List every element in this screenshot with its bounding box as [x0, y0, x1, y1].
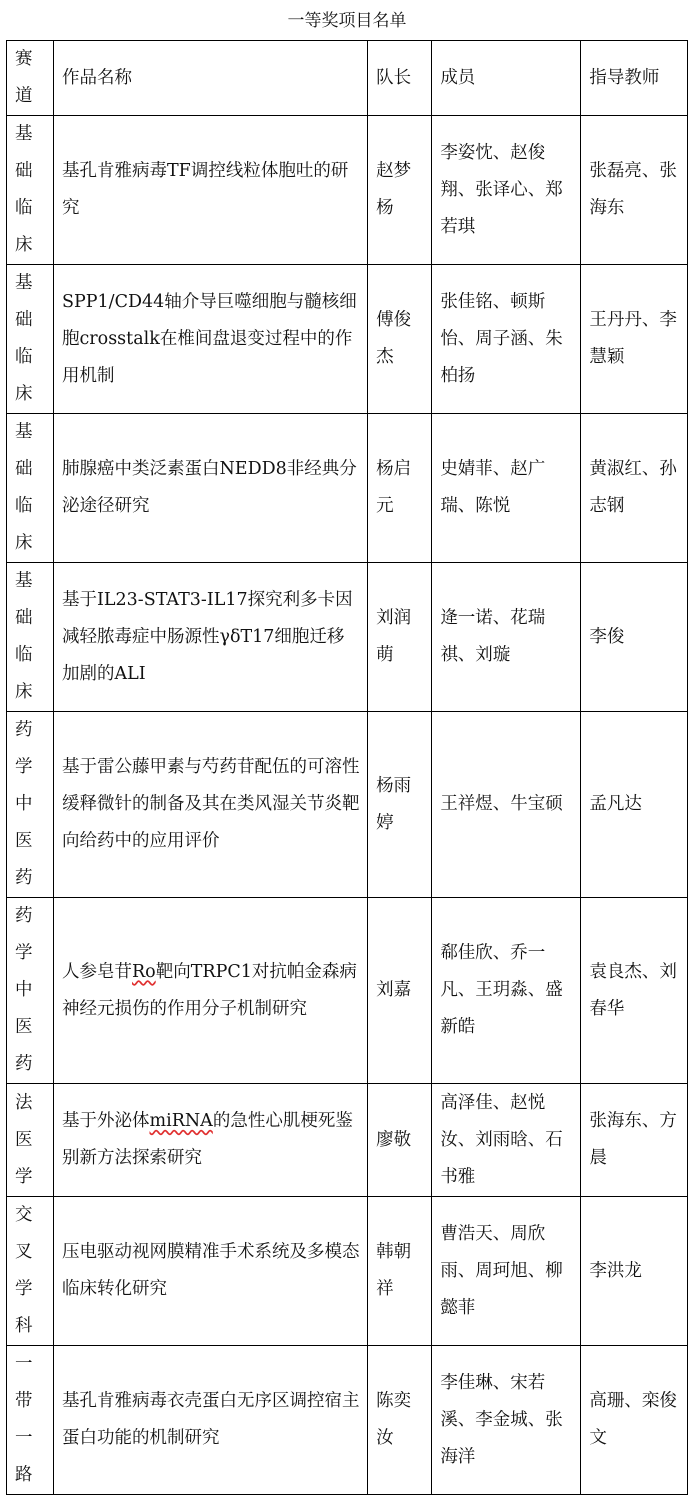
- advisor-cell: 王丹丹、李慧颖: [581, 265, 688, 414]
- leader-cell: 刘嘉: [368, 898, 432, 1084]
- header-members: 成员: [432, 41, 581, 116]
- project-name-cell: 压电驱动视网膜精准手术系统及多模态临床转化研究: [54, 1197, 368, 1346]
- project-name-cell: 基孔肯雅病毒TF调控线粒体胞吐的研究: [54, 116, 368, 265]
- table-row: [7, 414, 688, 563]
- name-prefix: 人参皂苷: [62, 961, 132, 982]
- name-suffix: 的急性心肌梗死鉴别新方法探索研究: [62, 1111, 353, 1168]
- leader-cell: 廖敬: [368, 1084, 432, 1197]
- track-cell: 药学中医药: [7, 898, 54, 1084]
- advisor-cell: 张磊亮、张海东: [581, 116, 688, 265]
- table-row: [7, 712, 688, 898]
- table-row: [7, 1346, 688, 1495]
- table-row: [7, 563, 688, 712]
- members-cell: 高泽佳、赵悦汝、刘雨晗、石书雅: [432, 1084, 581, 1197]
- members-cell: 曹浩天、周欣雨、周珂旭、柳懿菲: [432, 1197, 581, 1346]
- advisor-cell: 黄淑红、孙志钢: [581, 414, 688, 563]
- header-leader: 队长: [368, 41, 432, 116]
- members-cell: 王祥煜、牛宝硕: [432, 712, 581, 898]
- track-cell: 基础临床: [7, 563, 54, 712]
- project-name-cell: 肺腺癌中类泛素蛋白NEDD8非经典分泌途径研究: [54, 414, 368, 563]
- project-name-cell: 基于IL23-STAT3-IL17探究利多卡因减轻脓毒症中肠源性γδT17细胞迁移加剧的ALI: [54, 563, 368, 712]
- spellcheck-underlined-term: miRNA: [149, 1111, 213, 1131]
- header-project-name: 作品名称: [54, 41, 368, 116]
- advisor-cell: 李俊: [581, 563, 688, 712]
- name-prefix: 基于外泌体: [62, 1111, 150, 1131]
- leader-cell: 赵梦杨: [368, 116, 432, 265]
- leader-cell: 杨启元: [368, 414, 432, 563]
- advisor-cell: 孟凡达: [581, 712, 688, 898]
- members-cell: 李姿忱、赵俊翔、张译心、郑若琪: [432, 116, 581, 265]
- leader-cell: 韩朝祥: [368, 1197, 432, 1346]
- advisor-cell: 张海东、方晨: [581, 1084, 688, 1197]
- advisor-cell: 高珊、栾俊文: [581, 1346, 688, 1495]
- table-header-row: [7, 41, 688, 116]
- track-cell: 一带一路: [7, 1346, 54, 1495]
- name-suffix: 靶向TRPC1对抗帕金森病神经元损伤的作用分子机制研究: [62, 961, 357, 1019]
- leader-cell: 刘润萌: [368, 563, 432, 712]
- spellcheck-underlined-term: Ro: [132, 961, 156, 982]
- project-name-cell: 基孔肯雅病毒衣壳蛋白无序区调控宿主蛋白功能的机制研究: [54, 1346, 368, 1495]
- header-advisor: 指导教师: [581, 41, 688, 116]
- members-cell: 逄一诺、花瑞祺、刘璇: [432, 563, 581, 712]
- track-cell: 药学中医药: [7, 712, 54, 898]
- members-cell: 李佳琳、宋若溪、李金城、张海洋: [432, 1346, 581, 1495]
- track-cell: 法医学: [7, 1084, 54, 1197]
- members-cell: 张佳铭、顿斯怡、周子涵、朱柏扬: [432, 265, 581, 414]
- project-name-cell: [54, 898, 368, 1084]
- table-row: [7, 898, 688, 1084]
- leader-cell: 杨雨婷: [368, 712, 432, 898]
- table-row: [7, 265, 688, 414]
- leader-cell: 傅俊杰: [368, 265, 432, 414]
- advisor-cell: 袁良杰、刘春华: [581, 898, 688, 1084]
- members-cell: 郗佳欣、乔一凡、王玥淼、盛新皓: [432, 898, 581, 1084]
- document-title: 一等奖项目名单: [287, 11, 407, 31]
- track-cell: 基础临床: [7, 116, 54, 265]
- table-row: [7, 1084, 688, 1197]
- project-name-cell: SPP1/CD44轴介导巨噬细胞与髓核细胞crosstalk在椎间盘退变过程中的作用机制: [54, 265, 368, 414]
- track-cell: 基础临床: [7, 414, 54, 563]
- award-table: [6, 40, 688, 1495]
- leader-cell: 陈奕汝: [368, 1346, 432, 1495]
- project-name-cell: [54, 1084, 368, 1197]
- table-row: [7, 116, 688, 265]
- members-cell: 史婧菲、赵广瑞、陈悦: [432, 414, 581, 563]
- track-cell: 基础临床: [7, 265, 54, 414]
- track-cell: 交叉学科: [7, 1197, 54, 1346]
- header-track: 赛道: [7, 41, 54, 116]
- project-name-cell: 基于雷公藤甲素与芍药苷配伍的可溶性缓释微针的制备及其在类风湿关节炎靶向给药中的应用评价: [54, 712, 368, 898]
- advisor-cell: 李洪龙: [581, 1197, 688, 1346]
- table-row: [7, 1197, 688, 1346]
